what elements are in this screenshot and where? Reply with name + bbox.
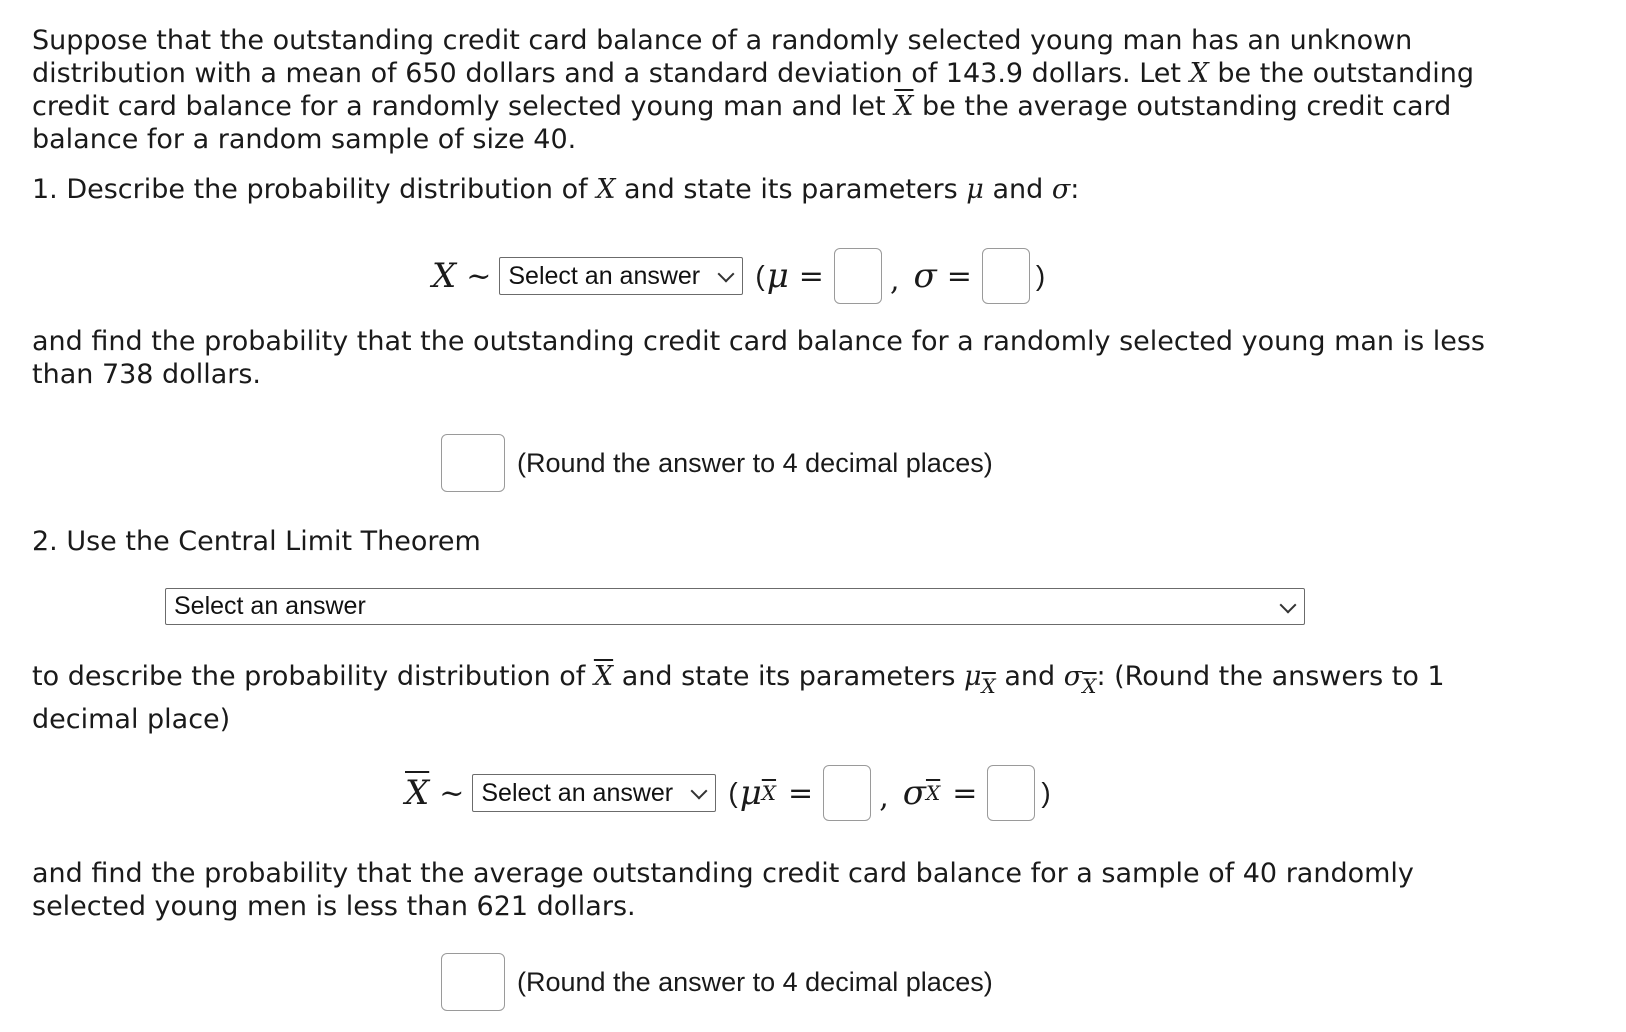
mu-sub: $\overline{X}$ (761, 781, 777, 805)
q2-mu: μ (963, 661, 982, 692)
sigma-symbol: σ (902, 773, 926, 813)
q1-colon: : (1070, 174, 1080, 205)
chevron-down-icon (1280, 596, 1297, 613)
q2-round-note: (Round the answer to 4 decimal places) (517, 966, 993, 997)
q2-mu-sub: X (981, 674, 996, 698)
q1-distribution-select[interactable] (499, 257, 743, 295)
q2-find-text: and find the probability that the average outstanding credit card balance for a sample of 40 randomly selected young men is less than 621 dollars. (32, 858, 1414, 922)
q2-answer-row (441, 952, 993, 1012)
q2-desc-b: and state its parameters (613, 661, 964, 692)
intro-text-2: be the outstanding credit card balance for a randomly selected young man and let (32, 58, 1475, 122)
q1-formula-var: X (432, 256, 457, 296)
q1-formula (432, 246, 1045, 306)
equals-symbol: = (788, 775, 814, 811)
q1-probability-input[interactable] (441, 434, 505, 492)
q2-formula (405, 763, 1051, 823)
q1-find-text: and find the probability that the outstanding credit card balance for a randomly selected young man is less than 738 dollars. (32, 326, 1486, 390)
q2-probability-input[interactable] (441, 953, 505, 1011)
q1-and: and (983, 174, 1052, 205)
q2-sigma-input[interactable] (987, 765, 1035, 821)
q2-distribution-select[interactable] (472, 774, 716, 812)
q2-sigma: σ (1063, 661, 1083, 692)
tilde-symbol: ~ (466, 258, 492, 294)
chevron-down-icon (718, 266, 735, 283)
equals-symbol: = (952, 775, 978, 811)
comma: , (889, 262, 900, 298)
q2-desc-a: to describe the probability distribution of (32, 661, 594, 692)
sigma-symbol: σ (913, 256, 937, 296)
open-paren: ( (755, 260, 765, 291)
mu-symbol: μ (766, 256, 789, 296)
equals-symbol: = (946, 258, 972, 294)
q1-select-label: Select an answer (508, 261, 701, 290)
q2-and: and (995, 661, 1064, 692)
intro-text-1: Suppose that the outstanding credit card balance of a randomly selected young man has an unknown distribution with a mean of 650 dollars and a standard deviation of 143.9 dollars. Let (32, 25, 1413, 89)
q1-prompt-b: and state its parameters (615, 174, 967, 205)
q2-formula-var: $\overline{X}$ (405, 773, 430, 813)
intro-text-3: be the average outstanding credit card balance for a random sample of size 40. (32, 91, 1452, 155)
q2-clt-select[interactable] (165, 588, 1305, 625)
q1-mu: μ (966, 174, 984, 205)
open-paren: ( (728, 777, 738, 808)
q1-prompt (32, 173, 1512, 206)
q1-sigma-input[interactable] (982, 248, 1030, 304)
problem-intro (32, 24, 1512, 156)
q1-prompt-a: 1. Describe the probability distribution of (32, 174, 597, 205)
mu-symbol: μ (739, 773, 762, 813)
q1-var: X (596, 174, 616, 205)
q2-desc-c: : (Round the answers to 1 decimal place) (32, 661, 1445, 735)
q1-sigma: σ (1051, 174, 1071, 205)
var-x: X (1189, 58, 1209, 89)
q1-answer-row (441, 433, 993, 493)
q1-round-note: (Round the answer to 4 decimal places) (517, 447, 993, 478)
equals-symbol: = (798, 258, 824, 294)
q2-var-xbar: $\overline{X}$ (593, 661, 614, 692)
q2-sigma-sub: X (1082, 674, 1097, 698)
tilde-symbol: ~ (439, 775, 465, 811)
chevron-down-icon (691, 783, 708, 800)
close-paren: ) (1041, 777, 1051, 808)
var-xbar: $\overline{X}$ (894, 91, 914, 122)
q2-prompt: 2. Use the Central Limit Theorem (32, 526, 481, 557)
close-paren: ) (1035, 260, 1046, 291)
q2-describe (32, 660, 1512, 736)
comma: , (879, 779, 889, 815)
q2-select-label-2: Select an answer (481, 778, 674, 807)
q2-select-label: Select an answer (174, 592, 366, 620)
q1-mu-input[interactable] (834, 248, 882, 304)
q2-mu-input[interactable] (823, 765, 871, 821)
sigma-sub: $\overline{X}$ (925, 781, 941, 805)
